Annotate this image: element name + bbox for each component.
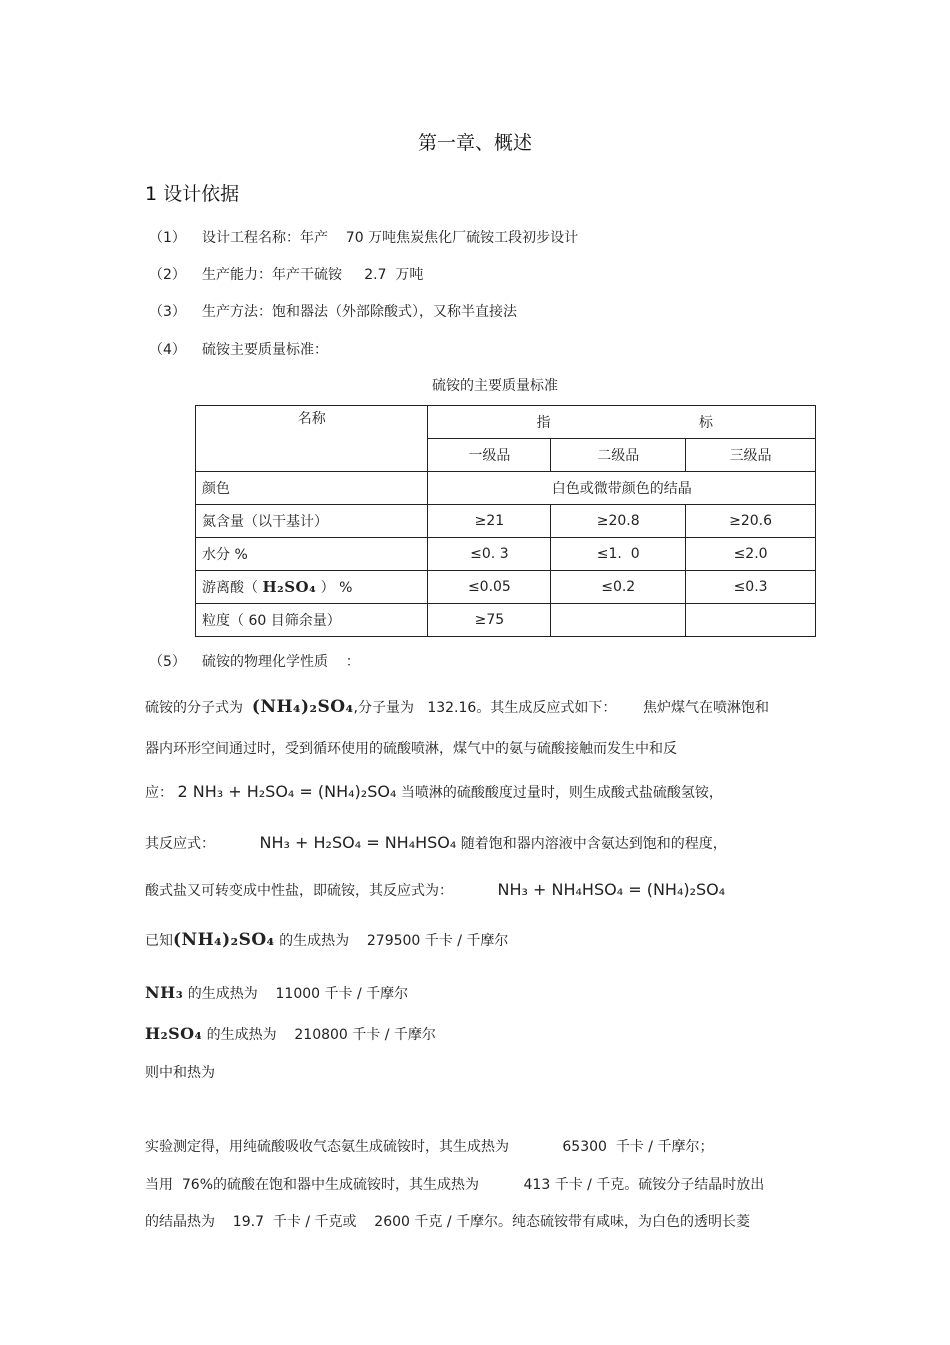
grade-2: 二级品 <box>551 439 686 472</box>
section-title: 1 设计依据 <box>145 183 240 205</box>
item-text: 硫铵的物理化学性质 ： <box>202 654 360 670</box>
text: 随着饱和器内溶液中含氨达到饱和的程度， <box>460 836 727 852</box>
item-text: 设计工程名称：年产 70 万吨焦炭焦化厂硫铵工段初步设计 <box>202 230 579 246</box>
reaction-equation: 2 NH₃ + H₂SO₄ = (NH₄)₂SO₄ <box>177 782 397 801</box>
cell-value: ≤0. 3 <box>428 538 551 571</box>
cell-value: ≤0.2 <box>551 571 686 604</box>
chem-formula: (NH₄)₂SO₄ <box>173 930 275 950</box>
text: 的生成热为 210800 千卡 / 千摩尔 <box>206 1027 436 1043</box>
row-label <box>196 571 428 604</box>
text: 酸式盐又可转变成中性盐，即硫铵，其反应式为： <box>145 883 453 899</box>
cell-value: ≤0.3 <box>686 571 816 604</box>
row-label: 氮含量（以干基计） <box>196 505 428 538</box>
heat-line-3 <box>145 1024 436 1044</box>
chem-formula: NH₃ <box>145 983 184 1002</box>
cell-value: ≤0.05 <box>428 571 551 604</box>
reaction-equation: NH₃ + H₂SO₄ = NH₄HSO₄ <box>259 833 457 852</box>
bottom-line-1: 实验测定得，用纯硫酸吸收气态氨生成硫铵时，其生成热为 65300 千卡 / 千摩尔； <box>145 1139 714 1155</box>
heat-line-4: 则中和热为 <box>145 1065 215 1081</box>
header-index-left: 指 <box>536 415 551 431</box>
paragraph-line-5 <box>145 880 725 900</box>
item-number: （1） <box>149 230 186 246</box>
text: 其反应式： <box>145 836 215 852</box>
row-label: 粒度（ 60 目筛余量） <box>196 604 428 637</box>
table-row <box>196 472 816 505</box>
heat-line-2 <box>145 983 408 1003</box>
paragraph-line-4 <box>145 833 727 853</box>
item-text: 生产能力：年产干硫铵 2.7 万吨 <box>202 267 424 283</box>
row-label-post: ） % <box>320 580 353 596</box>
table-caption: 硫铵的主要质量标准 <box>432 378 558 394</box>
paragraph-line-1 <box>145 697 769 717</box>
item-number: （5） <box>149 654 186 670</box>
bottom-line-2: 当用 76%的硫酸在饱和器中生成硫铵时，其生成热为 413 千卡 / 千克。硫铵分子结晶时放出 <box>145 1177 765 1193</box>
grade-1: 一级品 <box>428 439 551 472</box>
row-label: 颜色 <box>196 472 428 505</box>
cell-value: ≥20.8 <box>551 505 686 538</box>
text: 的生成热为 279500 千卡 / 千摩尔 <box>279 933 509 949</box>
item-number: （4） <box>149 342 186 358</box>
quality-standard-table <box>195 405 816 637</box>
header-index <box>428 406 816 439</box>
cell-value: ≤1. 0 <box>551 538 686 571</box>
paragraph-line-2: 器内环形空间通过时，受到循环使用的硫酸喷淋，煤气中的氨与硫酸接触而发生中和反 <box>145 741 677 757</box>
bottom-line-3: 的结晶热为 19.7 千卡 / 千克或 2600 千克 / 千摩尔。纯态硫铵带有咸味，为白色的透明长菱 <box>145 1214 750 1230</box>
chem-formula: H₂SO₄ <box>262 578 317 596</box>
grade-3: 三级品 <box>686 439 816 472</box>
text: 当喷淋的硫酸酸度过量时，则生成酸式盐硫酸氢铵， <box>400 785 723 801</box>
row-label: 水分 % <box>196 538 428 571</box>
text: 已知 <box>145 933 173 949</box>
cell-value <box>686 604 816 637</box>
table-header-row <box>196 406 816 439</box>
item-text: 生产方法：饱和器法（外部除酸式），又称半直接法 <box>202 304 517 320</box>
color-value: 白色或微带颜色的结晶 <box>428 472 816 505</box>
header-name: 名称 <box>196 406 428 472</box>
paragraph-line-3 <box>145 782 723 802</box>
text: 硫铵的分子式为 <box>145 700 243 716</box>
cell-value: ≥75 <box>428 604 551 637</box>
table-row <box>196 505 816 538</box>
table-row <box>196 538 816 571</box>
text: 应： <box>145 785 173 801</box>
cell-value: ≥21 <box>428 505 551 538</box>
item-number: （2） <box>149 267 186 283</box>
table-row <box>196 604 816 637</box>
text: 的生成热为 11000 千卡 / 千摩尔 <box>187 986 409 1002</box>
reaction-equation: NH₃ + NH₄HSO₄ = (NH₄)₂SO₄ <box>497 880 726 899</box>
chapter-title: 第一章、概述 <box>417 132 532 154</box>
table-row <box>196 571 816 604</box>
text: ,分子量为 132.16。其生成反应式如下： 焦炉煤气在喷淋饱和 <box>353 700 770 716</box>
cell-value: ≤2.0 <box>686 538 816 571</box>
heat-line-1 <box>145 930 508 950</box>
row-label-pre: 游离酸（ <box>202 580 258 596</box>
cell-value <box>551 604 686 637</box>
item-number: （3） <box>149 304 186 320</box>
header-index-right: 标 <box>699 415 713 431</box>
cell-value: ≥20.6 <box>686 505 816 538</box>
item-text: 硫铵主要质量标准： <box>202 342 328 358</box>
chem-formula: (NH₄)₂SO₄ <box>251 697 354 717</box>
chem-formula: H₂SO₄ <box>145 1024 203 1043</box>
